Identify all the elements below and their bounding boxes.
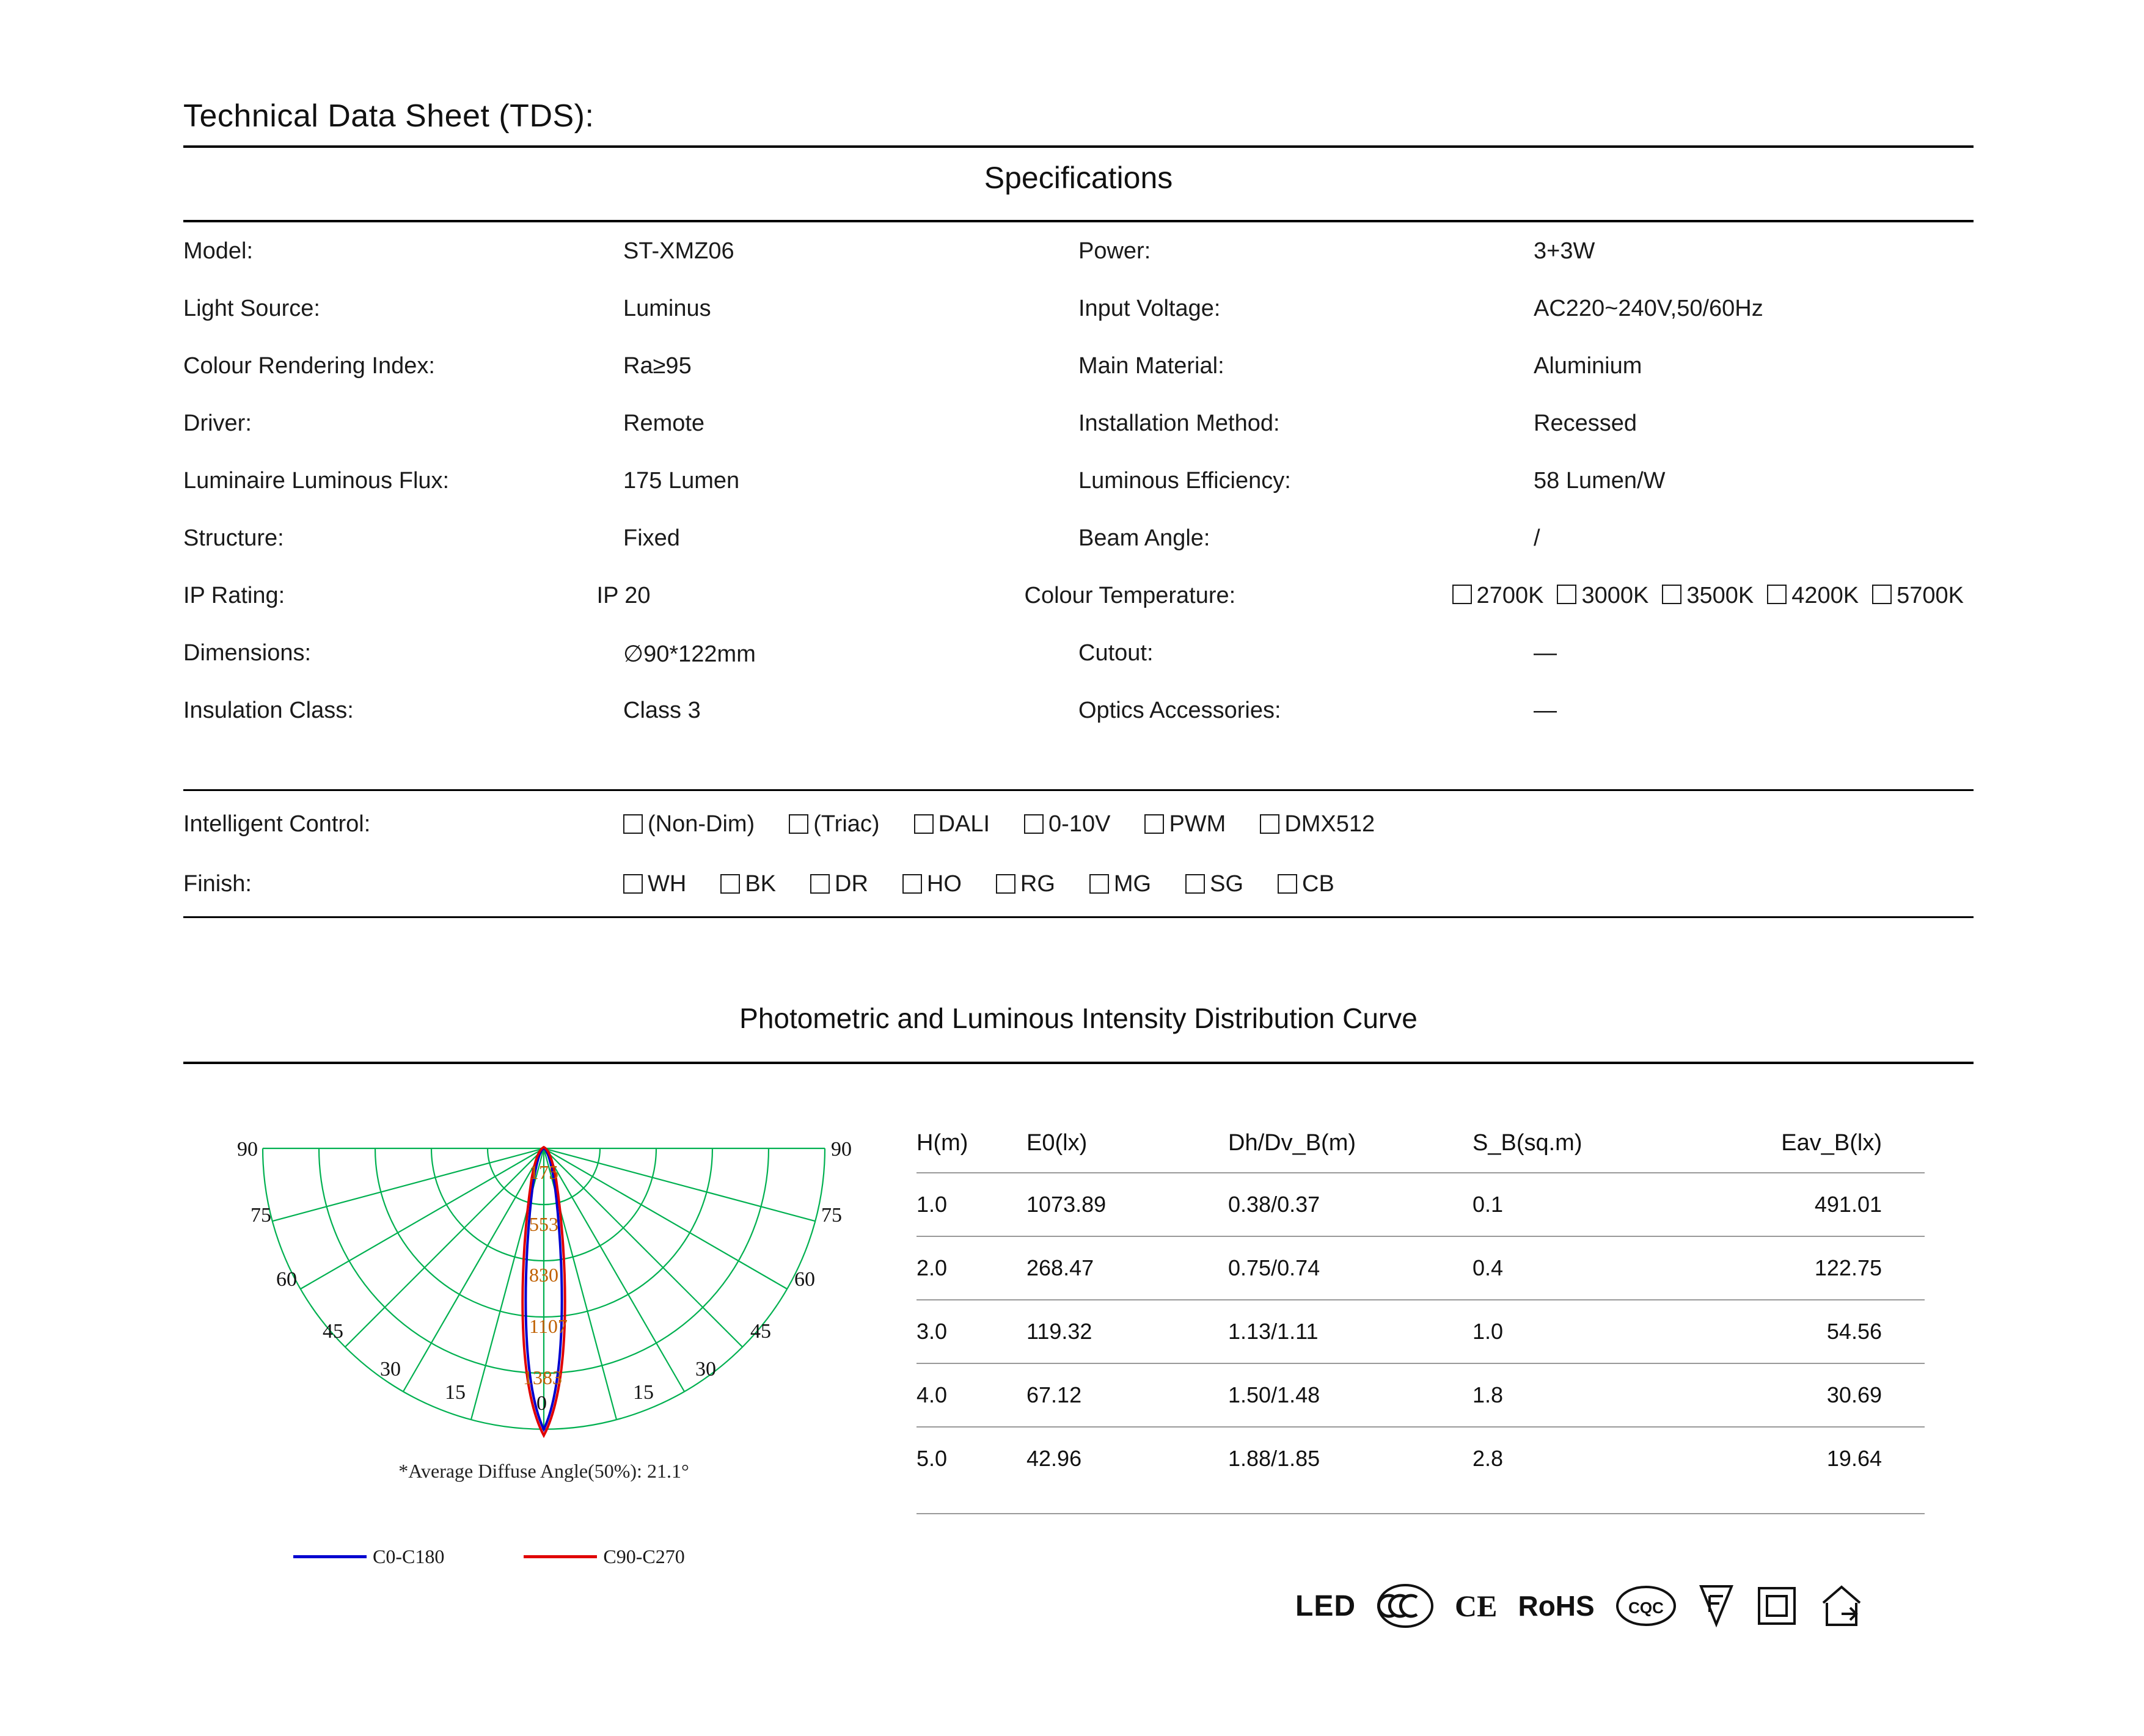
- spec-value: ST-XMZ06: [623, 238, 734, 264]
- control-option-label: 0-10V: [1048, 811, 1111, 837]
- spec-value-2: 58 Lumen/W: [1534, 468, 1666, 494]
- finish-option-label: SG: [1210, 870, 1244, 897]
- svg-text:CQC: CQC: [1628, 1599, 1664, 1617]
- cell-sb: 2.8: [1473, 1446, 1504, 1471]
- checkbox-icon[interactable]: [789, 814, 808, 834]
- divider-photometric: [183, 1062, 1974, 1064]
- table-header-row: [917, 1130, 1925, 1172]
- certification-marks: [1295, 1582, 1865, 1630]
- spec-label: Dimensions:: [183, 640, 312, 666]
- polar-angle-label: 45: [323, 1320, 343, 1343]
- legend-label: C0-C180: [373, 1545, 445, 1567]
- photometric-heading: Photometric and Luminous Intensity Distribution Curve: [739, 1002, 1418, 1034]
- checkbox-icon[interactable]: [1278, 874, 1297, 894]
- cell-sb: 0.1: [1473, 1192, 1504, 1217]
- cell-dhdv: 0.38/0.37: [1228, 1192, 1320, 1217]
- finish-option-dr[interactable]: [810, 871, 868, 897]
- checkbox-icon[interactable]: [1260, 814, 1279, 834]
- checkbox-icon[interactable]: [1767, 585, 1787, 604]
- finish-option-label: RG: [1020, 870, 1055, 897]
- finish-option-wh[interactable]: [623, 871, 686, 897]
- cell-h: 1.0: [917, 1192, 948, 1217]
- cell-e0: 42.96: [1026, 1446, 1082, 1471]
- spec-value: Class 3: [623, 698, 701, 723]
- cell-h: 4.0: [917, 1382, 948, 1407]
- spec-label: Light Source:: [183, 296, 320, 321]
- finish-option-label: WH: [648, 870, 687, 897]
- cct-label: 5700K: [1897, 583, 1964, 608]
- control-option-label: PWM: [1169, 811, 1226, 837]
- cell-eav: 54.56: [1826, 1319, 1882, 1344]
- control-option-non-dim[interactable]: [623, 811, 755, 837]
- column-header-e0: E0(lx): [1026, 1130, 1088, 1156]
- intelligent-control-options: [623, 811, 1409, 837]
- cct-option[interactable]: [1872, 583, 1964, 609]
- finish-option-ho[interactable]: [902, 871, 962, 897]
- polar-radial-label: 1383: [523, 1366, 562, 1388]
- control-option-0-10v[interactable]: [1024, 811, 1110, 837]
- control-option-triac[interactable]: [789, 811, 879, 837]
- legend-swatch-red: [524, 1555, 597, 1558]
- spec-label-2: Main Material:: [1078, 353, 1224, 379]
- cct-option[interactable]: [1557, 583, 1648, 609]
- spec-value: Fixed: [623, 525, 680, 551]
- specifications-table: [183, 238, 1974, 755]
- spec-label-2: Input Voltage:: [1078, 296, 1221, 321]
- rohs-mark-icon: RoHS: [1518, 1590, 1595, 1622]
- spec-row: [183, 353, 1974, 410]
- finish-options: [623, 871, 1369, 897]
- spec-value-2: Aluminium: [1534, 353, 1642, 379]
- spec-value-2: —: [1534, 640, 1557, 666]
- spec-value: Luminus: [623, 296, 711, 321]
- cct-option[interactable]: [1452, 583, 1544, 609]
- spec-label: Luminaire Luminous Flux:: [183, 468, 450, 494]
- cell-eav: 30.69: [1826, 1382, 1882, 1407]
- control-option-label: (Non-Dim): [648, 811, 755, 837]
- finish-option-bk[interactable]: [720, 871, 776, 897]
- spec-label-2: Optics Accessories:: [1078, 698, 1281, 723]
- finish-option-label: BK: [745, 870, 777, 897]
- intelligent-control-label: Intelligent Control:: [183, 811, 371, 837]
- spec-row: [183, 525, 1974, 583]
- controls-block: [183, 794, 1974, 914]
- checkbox-icon[interactable]: [1557, 585, 1576, 604]
- legend-item-c90-c270: [524, 1545, 684, 1568]
- column-header-h: H(m): [917, 1130, 968, 1156]
- control-option-dmx512[interactable]: [1260, 811, 1375, 837]
- cell-h: 5.0: [917, 1446, 948, 1471]
- checkbox-icon[interactable]: [1144, 814, 1164, 834]
- cell-eav: 122.75: [1814, 1255, 1882, 1280]
- divider-spec-header: [183, 220, 1974, 222]
- spec-label-2: Colour Temperature:: [1024, 583, 1236, 608]
- polar-radial-label: 1107: [529, 1315, 568, 1337]
- spec-value-2: AC220~240V,50/60Hz: [1534, 296, 1763, 321]
- photometric-table: [917, 1130, 1925, 1490]
- divider-top: [183, 145, 1974, 148]
- cell-dhdv: 1.88/1.85: [1228, 1446, 1320, 1471]
- cell-e0: 1073.89: [1026, 1192, 1107, 1217]
- checkbox-icon[interactable]: [623, 814, 643, 834]
- polar-diagram: [183, 1112, 904, 1649]
- polar-center-label: 0: [536, 1392, 547, 1415]
- cell-e0: 268.47: [1026, 1255, 1094, 1280]
- cct-option[interactable]: [1767, 583, 1859, 609]
- checkbox-icon[interactable]: [1185, 874, 1205, 894]
- legend-item-c0-c180: [293, 1545, 444, 1568]
- cct-label: 4200K: [1791, 583, 1859, 608]
- table-row: [917, 1426, 1925, 1490]
- spec-value-2: /: [1534, 525, 1540, 551]
- cct-label: 2700K: [1476, 583, 1544, 608]
- polar-angle-label: 60: [276, 1268, 297, 1291]
- finish-option-label: CB: [1302, 870, 1334, 897]
- checkbox-icon[interactable]: [810, 874, 830, 894]
- spec-row: [183, 410, 1974, 468]
- recessed-mount-mark-icon: [1818, 1582, 1865, 1630]
- polar-svg: [183, 1112, 904, 1490]
- checkbox-icon[interactable]: [1024, 814, 1044, 834]
- polar-angle-label: 30: [380, 1358, 401, 1380]
- finish-option-label: DR: [835, 870, 868, 897]
- polar-angle-label: 45: [750, 1320, 771, 1343]
- spec-label: Colour Rendering Index:: [183, 353, 435, 379]
- cell-h: 3.0: [917, 1319, 948, 1344]
- spec-value: Ra≥95: [623, 353, 692, 379]
- polar-radial-label: 830: [529, 1264, 558, 1286]
- divider-controls-bottom: [183, 916, 1974, 918]
- spec-value: Remote: [623, 410, 705, 436]
- page-title: Technical Data Sheet (TDS):: [183, 98, 595, 134]
- polar-radial-label: 175: [529, 1161, 558, 1183]
- spec-label: Driver:: [183, 410, 252, 436]
- checkbox-icon[interactable]: [720, 874, 740, 894]
- f-mark-icon: [1697, 1583, 1735, 1629]
- spec-value-2: —: [1534, 698, 1557, 723]
- table-bottom-rule: [917, 1513, 1925, 1514]
- table-row: [917, 1172, 1925, 1236]
- spec-label-2: Installation Method:: [1078, 410, 1280, 436]
- checkbox-icon[interactable]: [1089, 874, 1109, 894]
- table-row: [917, 1363, 1925, 1426]
- spec-row: [183, 238, 1974, 296]
- spec-label-2: Luminous Efficiency:: [1078, 468, 1291, 494]
- spec-label-2: Power:: [1078, 238, 1151, 264]
- spec-value: 175 Lumen: [623, 468, 740, 494]
- checkbox-icon[interactable]: [1452, 585, 1472, 604]
- cell-dhdv: 0.75/0.74: [1228, 1255, 1320, 1280]
- spec-value-2: Recessed: [1534, 410, 1637, 436]
- polar-radial-label: 553: [529, 1213, 558, 1235]
- spec-label-2: Cutout:: [1078, 640, 1154, 666]
- spec-row: [183, 583, 1974, 640]
- cell-h: 2.0: [917, 1255, 948, 1280]
- spec-value: IP 20: [596, 583, 651, 608]
- spec-value: ∅90*122mm: [623, 641, 756, 667]
- checkbox-icon[interactable]: [623, 874, 643, 894]
- polar-angle-label: 30: [695, 1358, 716, 1380]
- checkbox-icon[interactable]: [1662, 585, 1681, 604]
- intelligent-control-row: [183, 794, 1974, 854]
- finish-option-mg[interactable]: [1089, 871, 1151, 897]
- polar-angle-label: 60: [794, 1268, 815, 1291]
- cell-dhdv: 1.50/1.48: [1228, 1382, 1320, 1407]
- led-mark-icon: LED: [1295, 1589, 1356, 1622]
- polar-angle-label: 90: [237, 1138, 258, 1161]
- ce-mark-icon: CE: [1455, 1589, 1498, 1623]
- finish-option-label: HO: [926, 870, 962, 897]
- cct-label: 3500K: [1686, 583, 1754, 608]
- class-ii-mark-icon: [1756, 1585, 1798, 1627]
- cell-sb: 1.0: [1473, 1319, 1504, 1344]
- table-row: [917, 1236, 1925, 1299]
- colour-temperature-options: [1452, 583, 1974, 609]
- control-option-label: DMX512: [1284, 811, 1375, 837]
- column-header-dhdv: Dh/Dv_B(m): [1228, 1130, 1356, 1156]
- cell-sb: 0.4: [1473, 1255, 1504, 1280]
- cell-eav: 491.01: [1814, 1192, 1882, 1217]
- polar-legend: [293, 1545, 764, 1568]
- finish-option-label: MG: [1113, 870, 1152, 897]
- finish-row: [183, 854, 1974, 914]
- spec-label: IP Rating:: [183, 583, 285, 608]
- spec-row: [183, 640, 1974, 698]
- spec-label-2: Beam Angle:: [1078, 525, 1210, 551]
- spec-row: [183, 468, 1974, 525]
- table-row: [917, 1299, 1925, 1363]
- column-header-sb: S_B(sq.m): [1473, 1130, 1582, 1156]
- finish-option-cb[interactable]: [1278, 871, 1334, 897]
- checkbox-icon[interactable]: [996, 874, 1015, 894]
- polar-angle-label: 75: [251, 1204, 271, 1227]
- spec-label: Model:: [183, 238, 254, 264]
- cct-option[interactable]: [1662, 583, 1754, 609]
- ccc-mark-icon: [1377, 1583, 1434, 1629]
- spec-row: [183, 296, 1974, 353]
- polar-angle-label: 90: [831, 1138, 852, 1161]
- checkbox-icon[interactable]: [914, 814, 934, 834]
- cell-e0: 67.12: [1026, 1382, 1082, 1407]
- polar-caption: *Average Diffuse Angle(50%): 21.1°: [398, 1460, 689, 1482]
- finish-label: Finish:: [183, 870, 252, 897]
- control-option-label: DALI: [938, 811, 990, 837]
- finish-option-sg[interactable]: [1185, 871, 1243, 897]
- checkbox-icon[interactable]: [902, 874, 922, 894]
- spec-label: Structure:: [183, 525, 284, 551]
- cell-e0: 119.32: [1026, 1319, 1092, 1344]
- polar-angle-label: 15: [633, 1381, 654, 1404]
- divider-controls-top: [183, 789, 1974, 791]
- spec-row: [183, 698, 1974, 755]
- polar-angle-label: 75: [821, 1204, 842, 1227]
- specifications-heading: Specifications: [984, 161, 1173, 195]
- legend-label: C90-C270: [603, 1545, 685, 1567]
- control-option-dali[interactable]: [914, 811, 990, 837]
- spec-label: Insulation Class:: [183, 698, 354, 723]
- polar-angle-label: 15: [445, 1381, 466, 1404]
- checkbox-icon[interactable]: [1872, 585, 1892, 604]
- cell-sb: 1.8: [1473, 1382, 1504, 1407]
- control-option-label: (Triac): [813, 811, 880, 837]
- column-header-eav: Eav_B(lx): [1781, 1130, 1882, 1156]
- spec-value-2: 3+3W: [1534, 238, 1595, 264]
- cqc-mark-icon: [1615, 1585, 1677, 1627]
- finish-option-rg[interactable]: [996, 871, 1055, 897]
- cell-eav: 19.64: [1826, 1446, 1882, 1471]
- cct-label: 3000K: [1581, 583, 1649, 608]
- cell-dhdv: 1.13/1.11: [1228, 1319, 1319, 1344]
- control-option-pwm[interactable]: [1144, 811, 1226, 837]
- legend-swatch-blue: [293, 1555, 367, 1558]
